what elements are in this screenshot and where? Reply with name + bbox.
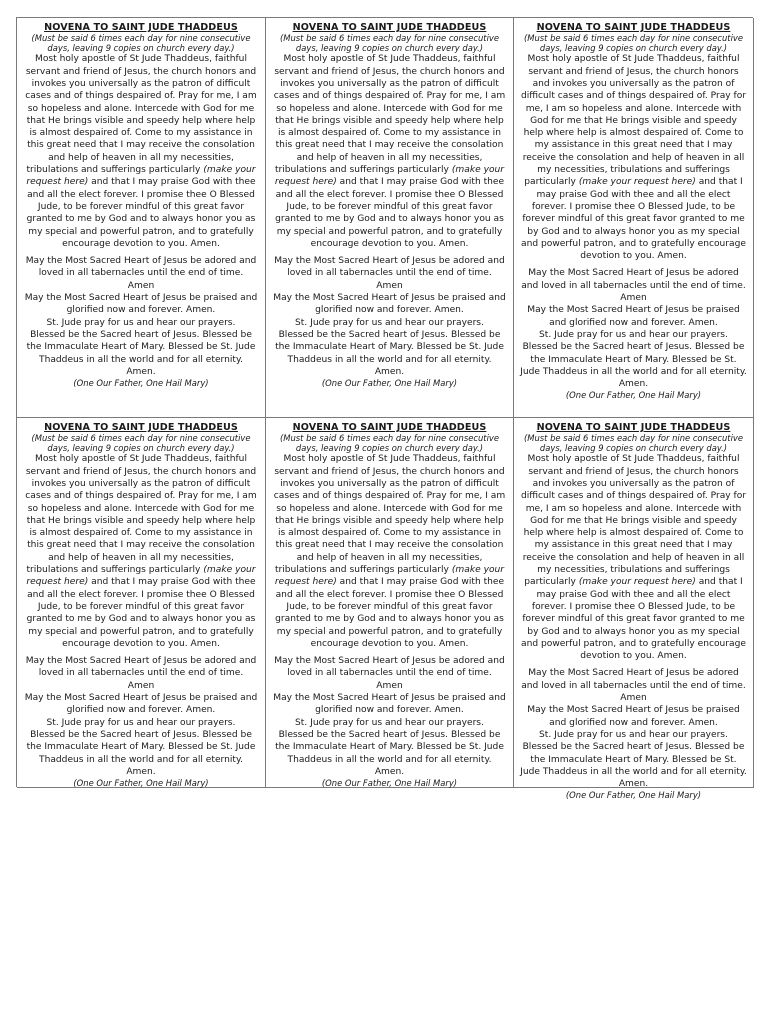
st-jude-pray: St. Jude pray for us and hear our prayers. xyxy=(539,329,728,340)
sacred-heart-adored: May the Most Sacred Heart of Jesus be adored and loved in all tabernacles until the end of time. xyxy=(274,656,505,679)
amen-line: Amen xyxy=(376,280,403,291)
novena-card-3 xyxy=(514,18,754,418)
sacred-heart-adored: May the Most Sacred Heart of Jesus be adored and loved in all tabernacles until the end of time. xyxy=(521,668,746,691)
novena-footer: (One Our Father, One Hail Mary) xyxy=(565,790,702,801)
prayer-part-2: and that I may praise God with thee and all the elect forever. I promise thee O Blessed Jude, to be forever mindful of this great favor granted to me by God and to always honor you as my special and powerful patron, and to gratefully encourage devotion to you. Amen. xyxy=(26,577,256,649)
novena-prayer xyxy=(23,53,259,250)
novena-card-6 xyxy=(514,418,754,801)
prayer-part-2: and that I may praise God with thee and all the elect forever. I promise thee O Blessed Jude, to be forever mindful of this great favor granted to me by God and to always honor you as my special and powerful patron, and to gratefully encourage devotion to you. Amen. xyxy=(521,177,746,262)
request-placeholder: (make your request here) xyxy=(578,577,696,588)
amen-line: Amen xyxy=(620,693,647,704)
blessed-be: Blessed be the Sacred heart of Jesus. Blessed be the Immaculate Heart of Mary. Blessed be St. Jude Thaddeus in all the world and for all eternity. Amen. xyxy=(275,729,504,777)
novena-card-5 xyxy=(266,418,514,788)
sacred-heart-praised: May the Most Sacred Heart of Jesus be praised and glorified now and forever. Amen. xyxy=(527,705,740,728)
novena-card-2 xyxy=(266,18,514,418)
prayer-part-2: and that I may praise God with thee and all the elect forever. I promise thee O Blessed Jude, to be forever mindful of this great favor granted to me by God and to always honor you as my special and powerful patron, and to gratefully encourage devotion to you. Amen. xyxy=(275,577,505,649)
st-jude-pray: St. Jude pray for us and hear our prayers. xyxy=(46,317,236,328)
sacred-heart-praised: May the Most Sacred Heart of Jesus be praised and glorified now and forever. Amen. xyxy=(273,693,506,716)
request-placeholder: (make your request here) xyxy=(26,565,256,588)
prayer-part-2: and that I may praise God with thee and all the elect forever. I promise thee O Blessed Jude, to be forever mindful of this great favor granted to me by God and to always honor you as my special and powerful patron, and to gratefully encourage devotion to you. Amen. xyxy=(521,577,746,662)
request-placeholder: (make your request here) xyxy=(274,565,505,588)
novena-footer: (One Our Father, One Hail Mary) xyxy=(321,778,458,789)
blessed-be: Blessed be the Sacred heart of Jesus. Blessed be the Immaculate Heart of Mary. Blessed be St. Jude Thaddeus in all the world and for all eternity. Amen. xyxy=(26,729,256,777)
request-placeholder: (make your request here) xyxy=(274,165,505,188)
prayer-part-2: and that I may praise God with thee and all the elect forever. I promise thee O Blessed Jude, to be forever mindful of this great favor granted to me by God and to always honor you as my special and powerful patron, and to gratefully encourage devotion to you. Amen. xyxy=(275,177,505,249)
novena-instructions: (Must be said 6 times each day for nine consecutive days, leaving 9 copies on church every day.) xyxy=(279,433,500,454)
prayer-part-1: Most holy apostle of St Jude Thaddeus, faithful servant and friend of Jesus, the church honors and invokes you universally as the patron of difficult cases and of things despaired of. Pray for me, I am so hopeless and alone. Intercede with God for me that He brings visible and speedy help where help is almost despaired of. Come to my assistance in this great need that I may receive the consolation and help of heaven in all my necessities, tribulations and sufferings particularly xyxy=(520,54,747,188)
novena-instructions: (Must be said 6 times each day for nine consecutive days, leaving 9 copies on church every day.) xyxy=(31,433,251,454)
sacred-heart-adored: May the Most Sacred Heart of Jesus be adored and loved in all tabernacles until the end of time. xyxy=(521,268,746,291)
amen-line: Amen xyxy=(127,680,155,691)
novena-title: NOVENA TO SAINT JUDE THADDEUS xyxy=(292,22,487,33)
novena-sheet xyxy=(16,17,753,801)
sacred-heart-praised: May the Most Sacred Heart of Jesus be praised and glorified now and forever. Amen. xyxy=(24,693,258,716)
novena-footer: (One Our Father, One Hail Mary) xyxy=(321,378,458,389)
amen-line: Amen xyxy=(127,280,155,291)
prayer-part-1: Most holy apostle of St Jude Thaddeus, faithful servant and friend of Jesus, the church honors and invokes you universally as the patron of difficult cases and of things despaired of. Pray for me, I am so hopeless and alone. Intercede with God for me that He brings visible and speedy help where help is almost despaired of. Come to my assistance in this great need that I may receive the consolation and help of heaven in all my necessities, tribulations and sufferings particularly xyxy=(273,454,506,576)
prayer-part-1: Most holy apostle of St Jude Thaddeus, faithful servant and friend of Jesus, the church honors and invokes you universally as the patron of difficult cases and of things despaired of. Pray for me, I am so hopeless and alone. Intercede with God for me that He brings visible and speedy help where help is almost despaired of. Come to my assistance in this great need that I may receive the consolation and help of heaven in all my necessities, tribulations and sufferings particularly xyxy=(520,454,747,588)
novena-instructions: (Must be said 6 times each day for nine consecutive days, leaving 9 copies on church every day.) xyxy=(31,33,251,54)
novena-instructions: (Must be said 6 times each day for nine consecutive days, leaving 9 copies on church every day.) xyxy=(523,433,744,454)
sacred-heart-adored: May the Most Sacred Heart of Jesus be adored and loved in all tabernacles until the end of time. xyxy=(25,656,257,679)
prayer-part-1: Most holy apostle of St Jude Thaddeus, faithful servant and friend of Jesus, the church honors and invokes you universally as the patron of difficult cases and of things despaired of. Pray for me, I am so hopeless and alone. Intercede with God for me that He brings visible and speedy help where help is almost despaired of. Come to my assistance in this great need that I may receive the consolation and help of heaven in all my necessities, tribulations and sufferings particularly xyxy=(25,54,257,176)
novena-prayer xyxy=(272,453,507,650)
novena-title: NOVENA TO SAINT JUDE THADDEUS xyxy=(292,422,487,433)
novena-title: NOVENA TO SAINT JUDE THADDEUS xyxy=(536,422,731,433)
blessed-be: Blessed be the Sacred heart of Jesus. Blessed be the Immaculate Heart of Mary. Blessed be St. Jude Thaddeus in all the world and for all eternity. Amen. xyxy=(275,329,504,377)
novena-prayer xyxy=(23,453,259,650)
request-placeholder: (make your request here) xyxy=(26,165,256,188)
novena-footer: (One Our Father, One Hail Mary) xyxy=(73,378,209,389)
blessed-be: Blessed be the Sacred heart of Jesus. Blessed be the Immaculate Heart of Mary. Blessed be St. Jude Thaddeus in all the world and for all eternity. Amen. xyxy=(520,342,747,390)
st-jude-pray: St. Jude pray for us and hear our prayers. xyxy=(539,729,728,740)
novena-prayer xyxy=(520,53,747,262)
st-jude-pray: St. Jude pray for us and hear our prayers. xyxy=(295,317,484,328)
novena-footer: (One Our Father, One Hail Mary) xyxy=(73,778,209,789)
prayer-part-2: and that I may praise God with thee and all the elect forever. I promise thee O Blessed Jude, to be forever mindful of this great favor granted to me by God and to always honor you as my special and powerful patron, and to gratefully encourage devotion to you. Amen. xyxy=(26,177,256,249)
novena-card-4 xyxy=(17,418,266,788)
sacred-heart-praised: May the Most Sacred Heart of Jesus be praised and glorified now and forever. Amen. xyxy=(273,293,506,316)
sacred-heart-adored: May the Most Sacred Heart of Jesus be adored and loved in all tabernacles until the end of time. xyxy=(25,256,257,279)
blessed-be: Blessed be the Sacred heart of Jesus. Blessed be the Immaculate Heart of Mary. Blessed be St. Jude Thaddeus in all the world and for all eternity. Amen. xyxy=(26,329,256,377)
st-jude-pray: St. Jude pray for us and hear our prayers. xyxy=(295,717,484,728)
sacred-heart-praised: May the Most Sacred Heart of Jesus be praised and glorified now and forever. Amen. xyxy=(24,293,258,316)
novena-title: NOVENA TO SAINT JUDE THADDEUS xyxy=(44,22,238,33)
prayer-part-1: Most holy apostle of St Jude Thaddeus, faithful servant and friend of Jesus, the church honors and invokes you universally as the patron of difficult cases and of things despaired of. Pray for me, I am so hopeless and alone. Intercede with God for me that He brings visible and speedy help where help is almost despaired of. Come to my assistance in this great need that I may receive the consolation and help of heaven in all my necessities, tribulations and sufferings particularly xyxy=(25,454,257,576)
novena-instructions: (Must be said 6 times each day for nine consecutive days, leaving 9 copies on church every day.) xyxy=(279,33,500,54)
sacred-heart-praised: May the Most Sacred Heart of Jesus be praised and glorified now and forever. Amen. xyxy=(527,305,740,328)
novena-prayer xyxy=(520,453,747,662)
novena-title: NOVENA TO SAINT JUDE THADDEUS xyxy=(536,22,731,33)
request-placeholder: (make your request here) xyxy=(578,177,696,188)
novena-title: NOVENA TO SAINT JUDE THADDEUS xyxy=(44,422,238,433)
novena-footer: (One Our Father, One Hail Mary) xyxy=(565,390,702,401)
novena-instructions: (Must be said 6 times each day for nine consecutive days, leaving 9 copies on church every day.) xyxy=(523,33,744,54)
novena-prayer xyxy=(272,53,507,250)
amen-line: Amen xyxy=(376,680,403,691)
prayer-part-1: Most holy apostle of St Jude Thaddeus, faithful servant and friend of Jesus, the church honors and invokes you universally as the patron of difficult cases and of things despaired of. Pray for me, I am so hopeless and alone. Intercede with God for me that He brings visible and speedy help where help is almost despaired of. Come to my assistance in this great need that I may receive the consolation and help of heaven in all my necessities, tribulations and sufferings particularly xyxy=(273,54,506,176)
novena-card-1 xyxy=(17,18,266,418)
amen-line: Amen xyxy=(620,293,647,304)
sacred-heart-adored: May the Most Sacred Heart of Jesus be adored and loved in all tabernacles until the end of time. xyxy=(274,256,505,279)
st-jude-pray: St. Jude pray for us and hear our prayers. xyxy=(46,717,236,728)
blessed-be: Blessed be the Sacred heart of Jesus. Blessed be the Immaculate Heart of Mary. Blessed be St. Jude Thaddeus in all the world and for all eternity. Amen. xyxy=(520,742,747,790)
